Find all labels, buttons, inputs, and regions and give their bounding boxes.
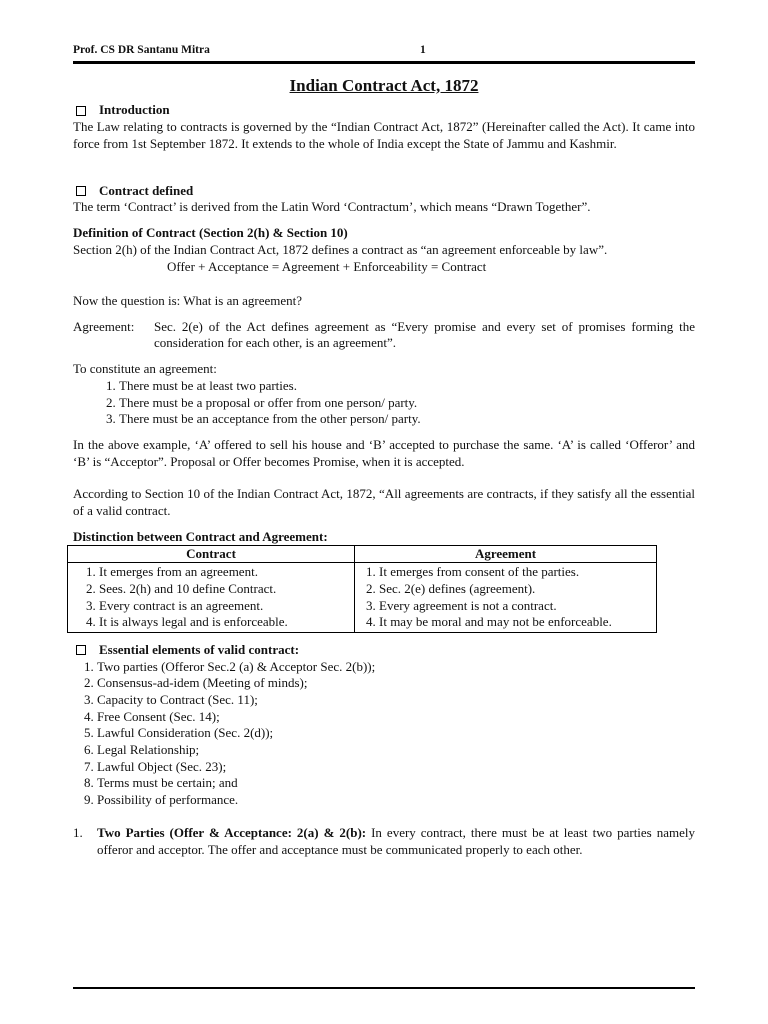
agreement-label: Agreement: xyxy=(73,318,135,334)
distinction-table xyxy=(67,545,657,632)
definition-text: Section 2(h) of the Indian Contract Act, 1872 defines a contract as “an agreement enforceable by law”. xyxy=(73,241,608,257)
contract-defined-heading-text: Contract defined xyxy=(99,182,194,198)
formula-line: Offer + Acceptance = Agreement + Enforceability = Contract xyxy=(167,259,487,275)
list-item: 7. Lawful Object (Sec. 23); xyxy=(97,759,695,776)
list-item: 3. Every contract is an agreement. xyxy=(99,598,354,615)
list-item: 3. Every agreement is not a contract. xyxy=(379,598,656,615)
list-item: 3. Capacity to Contract (Sec. 11); xyxy=(97,692,695,709)
agreement-question: Now the question is: What is an agreement? xyxy=(73,293,303,309)
list-item: 9. Possibility of performance. xyxy=(97,792,695,809)
list-item: 2. Consensus-ad-idem (Meeting of minds); xyxy=(97,675,695,692)
page-number: 1 xyxy=(420,44,426,56)
essentials-heading-text: Essential elements of valid contract: xyxy=(99,641,300,657)
contract-cell xyxy=(68,563,355,632)
distinction-heading: Distinction between Contract and Agreement: xyxy=(73,528,328,544)
contract-defined-heading xyxy=(73,183,695,200)
list-item: 2. Sec. 2(e) defines (agreement). xyxy=(379,581,656,598)
footer-rule xyxy=(73,987,695,989)
two-parties-number: 1. xyxy=(73,824,83,840)
constitute-intro: To constitute an agreement: xyxy=(73,361,217,377)
column-header-contract: Contract xyxy=(68,546,355,563)
introduction-text: The Law relating to contracts is governed by the “Indian Contract Act, 1872” (Hereinafter called the Act). It came into force from 1st September 1872. It extends to the whole of India except the State of Jammu and Kashmir. xyxy=(73,119,695,151)
list-item: 4. Free Consent (Sec. 14); xyxy=(97,709,695,726)
document-title: Indian Contract Act, 1872 xyxy=(289,75,479,95)
column-header-agreement: Agreement xyxy=(355,546,657,563)
two-parties-body xyxy=(97,825,695,858)
definition-heading: Definition of Contract (Section 2(h) & Section 10) xyxy=(73,224,348,240)
list-item: 1. There must be at least two parties. xyxy=(119,378,695,395)
list-item: 1. It emerges from an agreement. xyxy=(99,564,354,581)
two-parties-text: In every contract, there must be at least two parties namely offeror and acceptor. The offer and acceptance must be communicated properly to each other. xyxy=(97,824,695,857)
checkbox-bullet-icon xyxy=(76,106,86,116)
author-name: Prof. CS DR Santanu Mitra xyxy=(73,44,210,56)
agreement-definition xyxy=(73,319,695,352)
list-item: 1. It emerges from consent of the parties. xyxy=(379,564,656,581)
list-item: 4. It is always legal and is enforceable. xyxy=(99,614,354,631)
section10-text: According to Section 10 of the Indian Contract Act, 1872, “All agreements are contracts, if they satisfy all the essential of a valid contract. xyxy=(73,486,695,519)
list-item: 3. There must be an acceptance from the other person/ party. xyxy=(119,411,695,428)
contract-defined-text: The term ‘Contract’ is derived from the Latin Word ‘Contractum’, which means “Drawn Together”. xyxy=(73,199,591,215)
list-item: 2. There must be a proposal or offer from one person/ party. xyxy=(119,395,695,412)
list-item: 4. It may be moral and may not be enforceable. xyxy=(379,614,656,631)
essentials-heading xyxy=(73,642,695,659)
example-text: In the above example, ‘A’ offered to sell his house and ‘B’ accepted to purchase the same. ‘A’ is called ‘Offeror’ and ‘B’ is “Acceptor”. Proposal or Offer becomes Promise, when it is accepted. xyxy=(73,436,695,469)
table-row xyxy=(68,563,657,632)
two-parties-bold: Two Parties (Offer & Acceptance: 2(a) & 2(b): xyxy=(97,824,367,840)
table-header-row xyxy=(68,546,657,563)
checkbox-bullet-icon xyxy=(76,186,86,196)
agreement-cell xyxy=(355,563,657,632)
introduction-heading xyxy=(73,102,695,119)
document-page xyxy=(73,42,695,858)
list-item: 8. Terms must be certain; and xyxy=(97,775,695,792)
page-header xyxy=(73,42,695,64)
list-item: 6. Legal Relationship; xyxy=(97,742,695,759)
agreement-text: Sec. 2(e) of the Act defines agreement as “Every promise and every set of promises forming the consideration for each other, is an agreement”. xyxy=(154,318,695,351)
two-parties-paragraph xyxy=(73,825,695,858)
checkbox-bullet-icon xyxy=(76,645,86,655)
essentials-list xyxy=(73,659,695,809)
list-item: 5. Lawful Consideration (Sec. 2(d)); xyxy=(97,725,695,742)
constitute-list xyxy=(73,378,695,428)
list-item: 1. Two parties (Offeror Sec.2 (a) & Acceptor Sec. 2(b)); xyxy=(97,659,695,676)
list-item: 2. Sees. 2(h) and 10 define Contract. xyxy=(99,581,354,598)
introduction-heading-text: Introduction xyxy=(99,102,170,118)
